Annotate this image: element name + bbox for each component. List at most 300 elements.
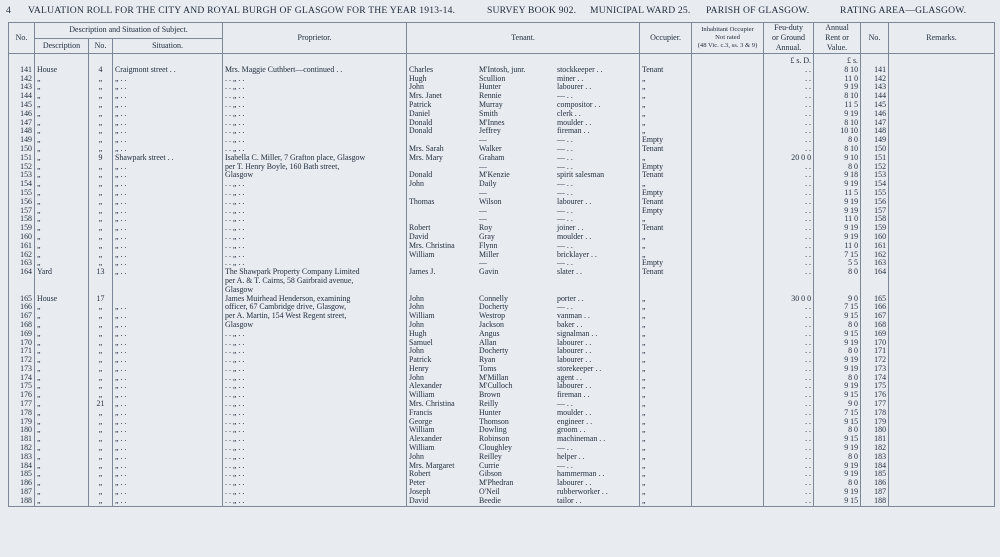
table-row	[9, 54, 995, 66]
feu-duty-cell: . .	[764, 374, 814, 383]
tenant-cell	[407, 101, 640, 110]
tenant-cell	[407, 286, 640, 295]
occupier-cell: „	[640, 400, 692, 409]
description-cell: „	[35, 330, 89, 339]
number-cell: „	[89, 303, 113, 312]
situation-cell: „ . .	[113, 242, 223, 251]
occupier-cell: „	[640, 92, 692, 101]
tenant-cell	[407, 347, 640, 356]
annual-rent-cell: 8 0	[814, 321, 861, 330]
remarks-cell	[889, 295, 995, 304]
number-cell	[89, 286, 113, 295]
remarks-cell	[889, 479, 995, 488]
tenant-cell	[407, 365, 640, 374]
proprietor-cell: . . „ . .	[223, 347, 407, 356]
description-cell: „	[35, 154, 89, 163]
tenant-forename: Hugh	[409, 74, 427, 83]
row-number-right: 187	[861, 488, 889, 497]
description-cell: „	[35, 145, 89, 154]
tenant-surname: Graham	[479, 153, 505, 162]
row-number: 179	[9, 418, 35, 427]
row-number: 158	[9, 215, 35, 224]
proprietor-cell: Glasgow	[223, 171, 407, 180]
description-cell: „	[35, 242, 89, 251]
feu-duty-cell: . .	[764, 435, 814, 444]
row-number: 164	[9, 268, 35, 277]
inhabitant-cell	[692, 251, 764, 260]
description-cell: „	[35, 198, 89, 207]
row-number-right: 154	[861, 180, 889, 189]
table-row	[9, 374, 995, 383]
number-cell: „	[89, 101, 113, 110]
tenant-cell	[407, 303, 640, 312]
proprietor-cell: . . „ . .	[223, 374, 407, 383]
tenant-occupation: — . .	[557, 188, 573, 197]
description-cell: „	[35, 444, 89, 453]
tenant-forename: William	[409, 426, 435, 435]
tenant-surname: —	[479, 188, 487, 197]
description-cell: „	[35, 259, 89, 268]
description-cell: „	[35, 110, 89, 119]
annual-rent-cell: 9 15	[814, 497, 861, 506]
table-row	[9, 242, 995, 251]
annual-rent-cell: 9 19	[814, 233, 861, 242]
occupier-cell: „	[640, 251, 692, 260]
tenant-forename: Donald	[409, 118, 433, 127]
description-cell: „	[35, 470, 89, 479]
tenant-occupation: agent . .	[557, 373, 582, 382]
tenant-cell	[407, 251, 640, 260]
occupier-cell: „	[640, 488, 692, 497]
tenant-forename: William	[409, 312, 435, 321]
tenant-forename: John	[409, 452, 424, 461]
header-feu-line3: Annual.	[775, 43, 802, 52]
table-row	[9, 462, 995, 471]
occupier-cell: „	[640, 242, 692, 251]
tenant-surname: Reilley	[479, 452, 502, 461]
description-cell: „	[35, 462, 89, 471]
table-row	[9, 347, 995, 356]
remarks-cell	[889, 163, 995, 172]
survey-book: SURVEY BOOK 902.	[487, 5, 577, 16]
inhabitant-cell	[692, 101, 764, 110]
number-cell: 4	[89, 66, 113, 75]
occupier-cell: Empty	[640, 136, 692, 145]
remarks-cell	[889, 497, 995, 506]
situation-cell: „ . .	[113, 189, 223, 198]
proprietor-cell: officer, 67 Cambridge drive, Glasgow,	[223, 303, 407, 312]
description-cell	[35, 286, 89, 295]
number-cell: „	[89, 374, 113, 383]
tenant-occupation: — . .	[557, 444, 573, 453]
description-cell: „	[35, 435, 89, 444]
row-number: 168	[9, 321, 35, 330]
row-number	[9, 277, 35, 286]
table-row	[9, 418, 995, 427]
number-cell: „	[89, 470, 113, 479]
tenant-occupation: spirit salesman	[557, 171, 605, 180]
feu-duty-cell: . .	[764, 110, 814, 119]
inhabitant-cell	[692, 303, 764, 312]
number-cell: „	[89, 418, 113, 427]
remarks-cell	[889, 391, 995, 400]
header-feu-duty	[764, 23, 814, 54]
row-number-right: 168	[861, 321, 889, 330]
annual-rent-cell: 9 15	[814, 435, 861, 444]
proprietor-cell: The Shawpark Property Company Limited	[223, 268, 407, 277]
description-cell: „	[35, 453, 89, 462]
tenant-cell	[407, 198, 640, 207]
table-row	[9, 286, 995, 295]
tenant-cell	[407, 136, 640, 145]
occupier-cell: „	[640, 356, 692, 365]
feu-duty-cell: . .	[764, 145, 814, 154]
tenant-surname: Roy	[479, 224, 493, 233]
annual-rent-cell: 9 15	[814, 418, 861, 427]
valuation-table	[8, 22, 995, 507]
row-number-right: 151	[861, 154, 889, 163]
tenant-cell	[407, 224, 640, 233]
row-number: 163	[9, 259, 35, 268]
row-number-right: 143	[861, 83, 889, 92]
occupier-cell: Tenant	[640, 66, 692, 75]
inhabitant-cell	[692, 75, 764, 84]
row-number-right: 141	[861, 66, 889, 75]
number-cell: „	[89, 207, 113, 216]
annual-rent-cell: 8 0	[814, 426, 861, 435]
tenant-forename: David	[409, 496, 429, 505]
description-cell: „	[35, 488, 89, 497]
row-number-right: 177	[861, 400, 889, 409]
inhabitant-cell	[692, 268, 764, 277]
row-number: 170	[9, 339, 35, 348]
tenant-occupation: labourer . .	[557, 83, 592, 92]
remarks-cell	[889, 75, 995, 84]
header-inhabitant-line2: Not rated	[715, 34, 740, 41]
tenant-forename: John	[409, 83, 424, 92]
occupier-cell: „	[640, 119, 692, 128]
inhabitant-cell	[692, 453, 764, 462]
tenant-occupation: miner . .	[557, 74, 584, 83]
proprietor-cell: . . „ . .	[223, 224, 407, 233]
header-feu-line1: Feu-duty	[774, 23, 803, 32]
inhabitant-cell	[692, 479, 764, 488]
table-row	[9, 119, 995, 128]
description-cell: „	[35, 136, 89, 145]
feu-duty-cell: . .	[764, 207, 814, 216]
situation-cell: „ . .	[113, 119, 223, 128]
proprietor-cell: . . „ . .	[223, 92, 407, 101]
row-number: 144	[9, 92, 35, 101]
feu-duty-cell	[764, 286, 814, 295]
situation-cell: „ . .	[113, 180, 223, 189]
occupier-cell: „	[640, 101, 692, 110]
occupier-cell: „	[640, 365, 692, 374]
feu-duty-cell: . .	[764, 215, 814, 224]
remarks-cell	[889, 418, 995, 427]
proprietor-cell: . . „ . .	[223, 242, 407, 251]
annual-rent-cell: 11 5	[814, 189, 861, 198]
number-cell: „	[89, 233, 113, 242]
tenant-occupation: — . .	[557, 400, 573, 409]
number-cell: „	[89, 224, 113, 233]
row-number-right: 153	[861, 171, 889, 180]
tenant-occupation: fireman . .	[557, 391, 590, 400]
feu-duty-cell: . .	[764, 66, 814, 75]
tenant-forename: Samuel	[409, 338, 433, 347]
row-number-right: 173	[861, 365, 889, 374]
inhabitant-cell	[692, 92, 764, 101]
feu-duty-cell: . .	[764, 488, 814, 497]
description-cell: „	[35, 426, 89, 435]
annual-rent-cell: 9 19	[814, 444, 861, 453]
number-cell: „	[89, 453, 113, 462]
annual-rent-cell: 9 19	[814, 110, 861, 119]
annual-rent-cell: 9 10	[814, 154, 861, 163]
tenant-cell	[407, 400, 640, 409]
situation-cell: „ . .	[113, 127, 223, 136]
situation-cell	[113, 54, 223, 66]
tenant-cell	[407, 339, 640, 348]
feu-duty-cell: . .	[764, 426, 814, 435]
row-number-right: 166	[861, 303, 889, 312]
remarks-cell	[889, 66, 995, 75]
tenant-forename: Francis	[409, 408, 433, 417]
inhabitant-cell	[692, 242, 764, 251]
header-rent-line2: Rent or	[825, 33, 849, 42]
rating-area: RATING AREA—GLASGOW.	[840, 5, 967, 16]
remarks-cell	[889, 198, 995, 207]
number-cell: „	[89, 488, 113, 497]
table-row	[9, 92, 995, 101]
occupier-cell: „	[640, 435, 692, 444]
remarks-cell	[889, 154, 995, 163]
inhabitant-cell	[692, 462, 764, 471]
inhabitant-cell	[692, 347, 764, 356]
feu-duty-cell: . .	[764, 75, 814, 84]
number-cell: „	[89, 479, 113, 488]
number-cell: 17	[89, 295, 113, 304]
row-number-right: 142	[861, 75, 889, 84]
description-cell: „	[35, 418, 89, 427]
tenant-forename: George	[409, 417, 433, 426]
annual-rent-cell: 9 19	[814, 198, 861, 207]
annual-rent-cell: 8 0	[814, 163, 861, 172]
description-cell: House	[35, 66, 89, 75]
table-row	[9, 426, 995, 435]
row-number: 180	[9, 426, 35, 435]
tenant-surname: M'Culloch	[479, 382, 513, 391]
description-cell: „	[35, 374, 89, 383]
tenant-cell	[407, 145, 640, 154]
feu-duty-cell: . .	[764, 479, 814, 488]
situation-cell: „ . .	[113, 339, 223, 348]
annual-rent-cell: 9 15	[814, 391, 861, 400]
tenant-surname: M'Intosh, junr.	[479, 65, 526, 74]
inhabitant-cell	[692, 286, 764, 295]
feu-duty-cell: 30 0 0	[764, 295, 814, 304]
description-cell: „	[35, 92, 89, 101]
feu-duty-cell: . .	[764, 119, 814, 128]
header-proprietor: Proprietor.	[223, 23, 407, 54]
remarks-cell	[889, 339, 995, 348]
description-cell	[35, 277, 89, 286]
annual-rent-cell	[814, 277, 861, 286]
tenant-forename: John	[409, 294, 424, 303]
situation-cell: „ . .	[113, 163, 223, 172]
row-number: 173	[9, 365, 35, 374]
inhabitant-cell	[692, 233, 764, 242]
inhabitant-cell	[692, 400, 764, 409]
inhabitant-cell	[692, 418, 764, 427]
table-row	[9, 198, 995, 207]
description-cell: „	[35, 233, 89, 242]
tenant-surname: Hunter	[479, 408, 501, 417]
feu-duty-cell: . .	[764, 462, 814, 471]
proprietor-cell: . . „ . .	[223, 180, 407, 189]
situation-cell: „ . .	[113, 251, 223, 260]
page-number: 4	[6, 5, 11, 16]
occupier-cell: „	[640, 321, 692, 330]
description-cell: „	[35, 479, 89, 488]
tenant-surname: Gibson	[479, 470, 502, 479]
tenant-surname: Dowling	[479, 426, 507, 435]
remarks-cell	[889, 374, 995, 383]
number-cell: „	[89, 92, 113, 101]
tenant-cell	[407, 233, 640, 242]
tenant-occupation: — . .	[557, 136, 573, 145]
row-number-right: 180	[861, 426, 889, 435]
proprietor-cell: . . „ . .	[223, 215, 407, 224]
feu-duty-cell: . .	[764, 497, 814, 506]
tenant-cell	[407, 110, 640, 119]
table-row	[9, 101, 995, 110]
tenant-occupation: storekeeper . .	[557, 364, 602, 373]
row-number-right: 181	[861, 435, 889, 444]
situation-cell: „ . .	[113, 233, 223, 242]
table-row	[9, 391, 995, 400]
occupier-cell: „	[640, 180, 692, 189]
tenant-surname: Hunter	[479, 83, 501, 92]
header-situation: Situation.	[113, 38, 223, 54]
annual-rent-cell: 9 15	[814, 312, 861, 321]
tenant-occupation: — . .	[557, 162, 573, 171]
situation-cell: „ . .	[113, 347, 223, 356]
situation-cell: Shawpark street . .	[113, 154, 223, 163]
tenant-occupation: labourer . .	[557, 356, 592, 365]
remarks-cell	[889, 435, 995, 444]
feu-duty-cell: £ s. D.	[764, 54, 814, 66]
tenant-cell	[407, 83, 640, 92]
description-cell: „	[35, 163, 89, 172]
header-remarks: Remarks.	[889, 23, 995, 54]
tenant-forename: Alexander	[409, 435, 442, 444]
proprietor-cell: Glasgow	[223, 321, 407, 330]
occupier-cell: „	[640, 444, 692, 453]
tenant-surname: Murray	[479, 100, 503, 109]
situation-cell: „ . .	[113, 479, 223, 488]
situation-cell: „ . .	[113, 268, 223, 277]
row-number-right: 148	[861, 127, 889, 136]
remarks-cell	[889, 233, 995, 242]
proprietor-cell: . . „ . .	[223, 462, 407, 471]
inhabitant-cell	[692, 382, 764, 391]
row-number: 148	[9, 127, 35, 136]
tenant-cell	[407, 444, 640, 453]
remarks-cell	[889, 180, 995, 189]
proprietor-cell: . . „ . .	[223, 426, 407, 435]
situation-cell: „ . .	[113, 470, 223, 479]
row-number: 178	[9, 409, 35, 418]
row-number	[9, 286, 35, 295]
annual-rent-cell: 5 5	[814, 259, 861, 268]
number-cell: „	[89, 171, 113, 180]
annual-rent-cell: 11 5	[814, 101, 861, 110]
occupier-cell: „	[640, 462, 692, 471]
table-row	[9, 409, 995, 418]
remarks-cell	[889, 462, 995, 471]
inhabitant-cell	[692, 444, 764, 453]
tenant-forename: Robert	[409, 224, 431, 233]
number-cell: „	[89, 83, 113, 92]
row-number: 171	[9, 347, 35, 356]
tenant-cell	[407, 312, 640, 321]
tenant-occupation: machineman . .	[557, 435, 606, 444]
occupier-cell: Tenant	[640, 224, 692, 233]
tenant-surname: Thomson	[479, 417, 509, 426]
situation-cell: „ . .	[113, 488, 223, 497]
row-number: 149	[9, 136, 35, 145]
proprietor-cell: . . „ . .	[223, 145, 407, 154]
tenant-cell	[407, 391, 640, 400]
row-number: 172	[9, 356, 35, 365]
tenant-cell	[407, 66, 640, 75]
number-cell: „	[89, 365, 113, 374]
proprietor-cell: . . „ . .	[223, 479, 407, 488]
situation-cell	[113, 286, 223, 295]
row-number: 181	[9, 435, 35, 444]
inhabitant-cell	[692, 330, 764, 339]
occupier-cell: Empty	[640, 207, 692, 216]
proprietor-cell: . . „ . .	[223, 356, 407, 365]
annual-rent-cell: 11 0	[814, 215, 861, 224]
inhabitant-cell	[692, 189, 764, 198]
tenant-forename: John	[409, 320, 424, 329]
table-row	[9, 215, 995, 224]
situation-cell: „ . .	[113, 374, 223, 383]
tenant-cell	[407, 426, 640, 435]
inhabitant-cell	[692, 163, 764, 172]
occupier-cell: „	[640, 470, 692, 479]
row-number-right: 161	[861, 242, 889, 251]
annual-rent-cell: 8 0	[814, 347, 861, 356]
table-row	[9, 251, 995, 260]
tenant-cell	[407, 189, 640, 198]
description-cell: „	[35, 400, 89, 409]
tenant-occupation: joiner . .	[557, 224, 584, 233]
description-cell: „	[35, 339, 89, 348]
inhabitant-cell	[692, 497, 764, 506]
inhabitant-cell	[692, 339, 764, 348]
situation-cell: „ . .	[113, 215, 223, 224]
tenant-surname: Docherty	[479, 303, 509, 312]
proprietor-cell: . . „ . .	[223, 251, 407, 260]
tenant-forename: Donald	[409, 127, 433, 136]
annual-rent-cell: 11 0	[814, 242, 861, 251]
table-row	[9, 277, 995, 286]
tenant-occupation: labourer . .	[557, 479, 592, 488]
proprietor-cell: . . „ . .	[223, 444, 407, 453]
